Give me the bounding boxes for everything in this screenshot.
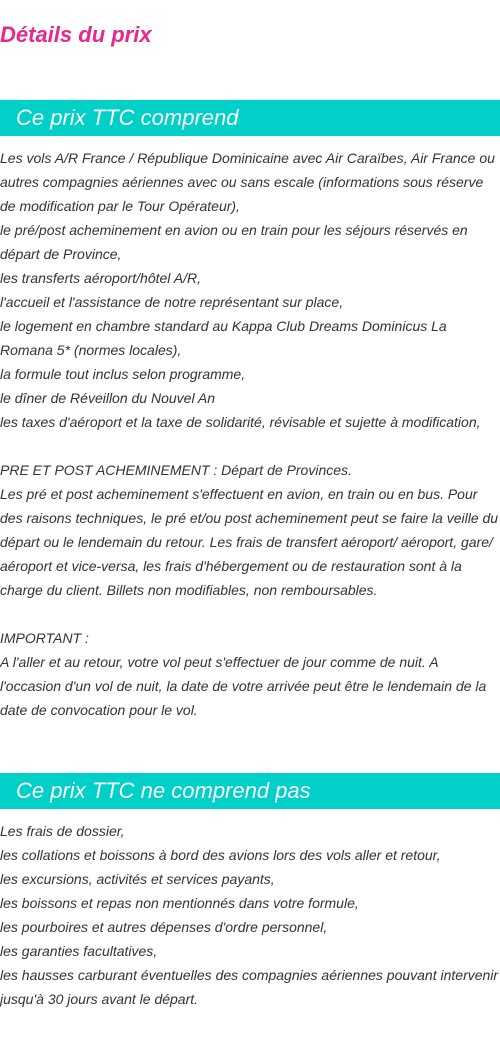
page-title: Détails du prix (0, 22, 152, 47)
list-item: les collations et boissons à bord des avions lors des vols aller et retour, (0, 847, 441, 863)
list-item: le pré/post acheminement en avion ou en train pour les séjours réservés en départ de Province, (0, 222, 468, 262)
list-item: les garanties facultatives, (0, 943, 158, 959)
list-item: les taxes d'aéroport et la taxe de solidarité, révisable et sujette à modification, (0, 414, 481, 430)
list-item: Les frais de dossier, (0, 823, 125, 839)
list-item: les hausses carburant éventuelles des compagnies aériennes pouvant intervenir jusqu'à 30 jours avant le départ. (0, 967, 499, 1007)
pre-post-title: PRE ET POST ACHEMINEMENT : Départ de Provinces. (0, 462, 352, 478)
important-text: A l'aller et au retour, votre vol peut s'effectuer de jour comme de nuit. A l'occasion d'un vol de nuit, la date de votre arrivée peut être le lendemain de la date de convocation pour le vol. (0, 654, 487, 718)
list-item: le logement en chambre standard au Kappa Club Dreams Dominicus La Romana 5* (normes locales), (0, 318, 447, 358)
included-list (0, 146, 500, 434)
list-item: les pourboires et autres dépenses d'ordre personnel, (0, 919, 328, 935)
list-item: les boissons et repas non mentionnés dans votre formule, (0, 895, 359, 911)
list-item: l'accueil et l'assistance de notre représentant sur place, (0, 294, 344, 310)
excluded-heading: Ce prix TTC ne comprend pas (16, 778, 311, 803)
included-heading: Ce prix TTC comprend (16, 105, 239, 130)
excluded-section-header (0, 773, 500, 809)
list-item: Les vols A/R France / République Dominicaine avec Air Caraïbes, Air France ou autres compagnies aériennes avec ou sans escale (informations sous réserve de modification par le Tour Opérateur), (0, 150, 495, 214)
pre-post-section (0, 458, 500, 602)
list-item: les transferts aéroport/hôtel A/R, (0, 270, 202, 286)
important-title: IMPORTANT : (0, 630, 89, 646)
pre-post-text: Les pré et post acheminement s'effectuent en avion, en train ou en bus. Pour des raisons techniques, le pré et/ou post acheminement peut se faire la veille du départ ou le lendemain du retour. Les frais de transfert aéroport/ aéroport, gare/ aéroport et vice-versa, les frais d'hébergement ou de restauration sont à la charge du client. Billets non modifiables, non remboursables. (0, 486, 499, 598)
excluded-list (0, 819, 500, 1011)
list-item: le dîner de Réveillon du Nouvel An (0, 390, 216, 406)
included-section-header (0, 100, 500, 136)
list-item: les excursions, activités et services payants, (0, 871, 275, 887)
important-section (0, 626, 500, 722)
list-item: la formule tout inclus selon programme, (0, 366, 246, 382)
